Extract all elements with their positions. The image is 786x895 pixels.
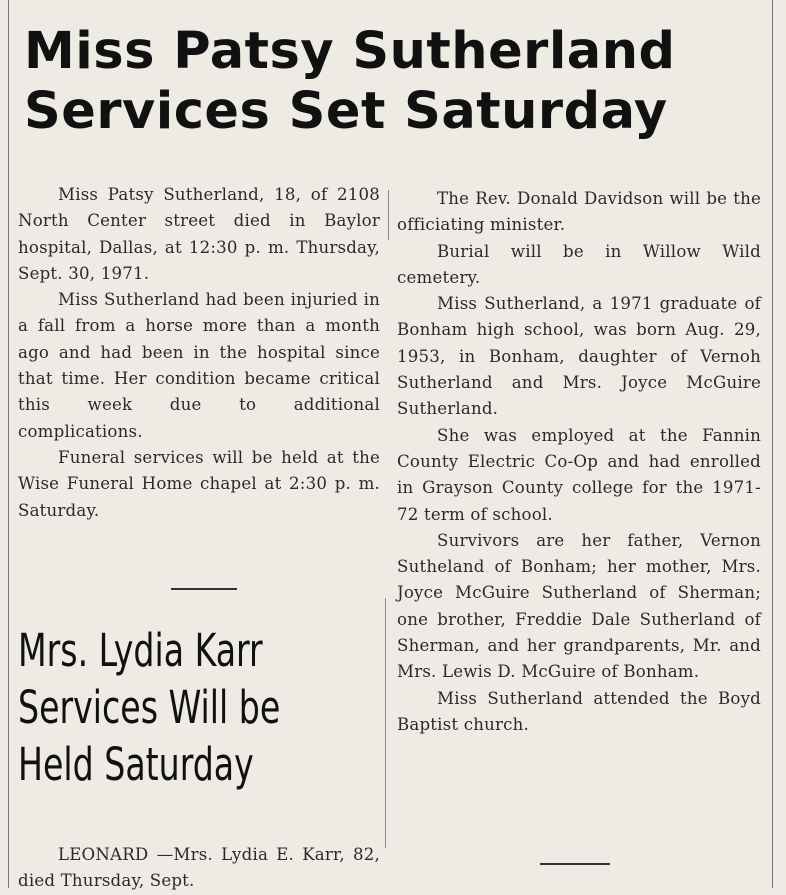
karr-lead-paragraph — [18, 842, 380, 895]
paragraph: Funeral services will be held at the Wise Funeral Home chapel at 2:30 p. m. Saturday. — [18, 447, 380, 520]
paragraph: Burial will be in Willow Wild cemetery. — [397, 241, 761, 287]
column-separator-top — [388, 190, 389, 240]
paragraph: Miss Sutherland attended the Boyd Baptist church. — [397, 688, 761, 734]
headline-line: Services Set Saturday — [24, 82, 668, 141]
headline-line: Mrs. Lydia Karr — [18, 624, 263, 677]
paragraph: Miss Sutherland had been injuried in a fall from a horse more than a month ago and had been in the hospital since that time. Her condition became critical this week due to additional complications. — [18, 290, 380, 441]
article-end-divider — [540, 863, 610, 865]
sutherland-column-1 — [18, 182, 380, 524]
headline-line: Held Saturday — [18, 738, 254, 791]
headline-line: Miss Patsy Sutherland — [24, 22, 676, 81]
column-separator-bottom — [385, 598, 386, 848]
paragraph: Survivors are her father, Vernon Sutheland of Bonham; her mother, Mrs. Joyce McGuire Sutherland of Sherman; one brother, Freddie Dale Sutherland of Sherman, and her grandparents, Mr. and Mrs. Lewis D. McGuire of Bonham. — [397, 530, 761, 682]
sutherland-column-2 — [397, 186, 761, 738]
headline-line: Services Will be — [18, 681, 281, 734]
paragraph: She was employed at the Fannin County Electric Co-Op and had enrolled in Grayson County college for the 1971-72 term of school. — [397, 425, 761, 524]
right-column-rule — [772, 0, 773, 888]
paragraph: The Rev. Donald Davidson will be the officiating minister. — [397, 189, 761, 235]
paragraph: Miss Sutherland, a 1971 graduate of Bonham high school, was born Aug. 29, 1953, in Bonham, daughter of Vernoh Sutherland and Mrs. Joyce McGuire Sutherland. — [397, 294, 761, 419]
left-column-rule — [8, 0, 9, 888]
sutherland-headline — [24, 22, 769, 142]
karr-headline — [18, 622, 321, 793]
paragraph: Miss Patsy Sutherland, 18, of 2108 North Center street died in Baylor hospital, Dallas, at 12:30 p. m. Thursday, Sept. 30, 1971. — [18, 185, 380, 283]
article-divider — [171, 588, 237, 590]
paragraph: LEONARD —Mrs. Lydia E. Karr, 82, died Thursday, Sept. — [18, 845, 380, 891]
